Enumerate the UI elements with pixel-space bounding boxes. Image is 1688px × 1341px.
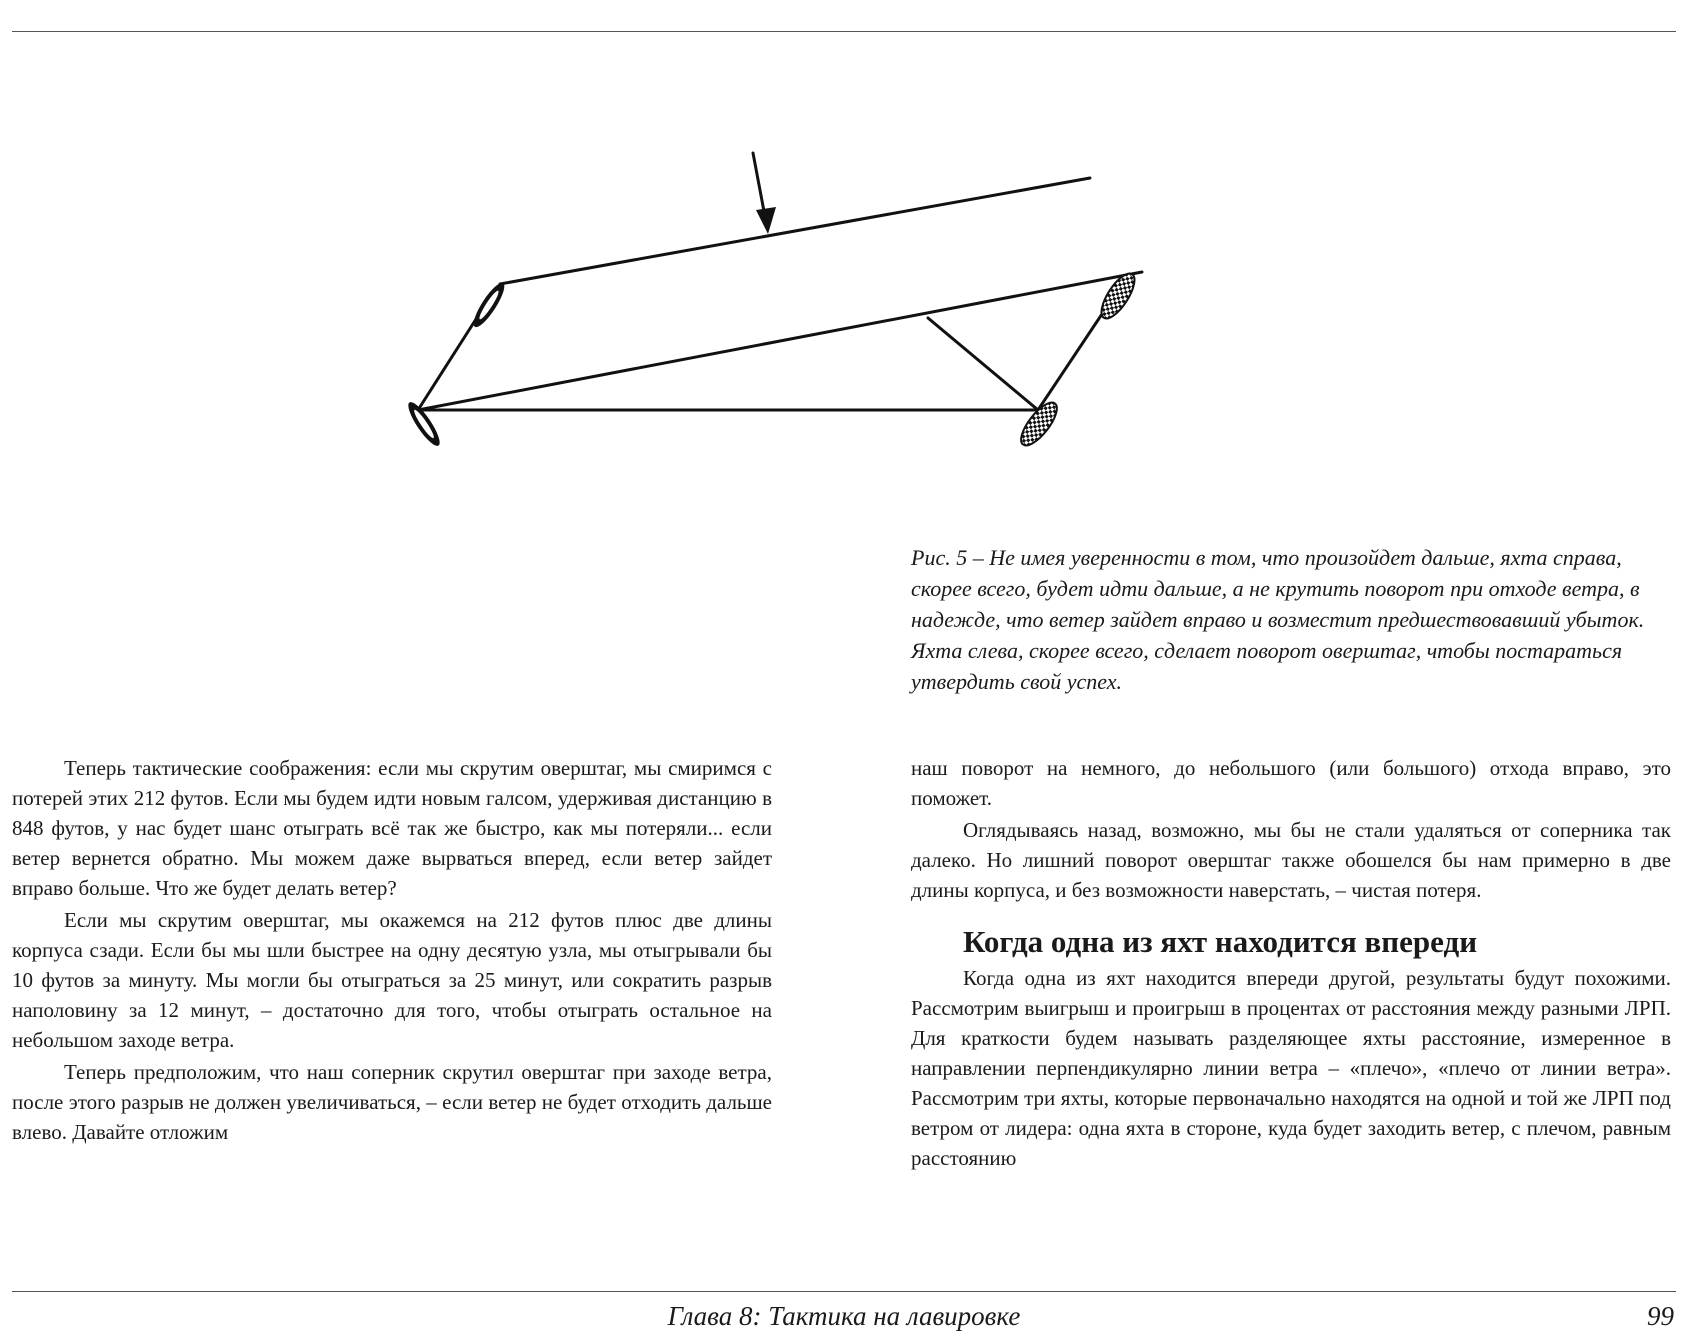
lower-course-line: [418, 272, 1142, 410]
paragraph: Теперь тактические соображения: если мы скрутим оверштаг, мы смиримся с потерей этих 212 футов. Если мы будем идти новым галсом, удерживая дистанцию в 848 футов, у нас будет шанс отыграть всё так же быстро, как мы потеряли... если ветер вернется обратно. Мы можем даже вырваться вперед, если ветер зайдет вправо больше. Что же будет делать ветер?: [12, 756, 772, 900]
paragraph: Оглядываясь назад, возможно, мы бы не стали удаляться от соперника так далеко. Но лишний поворот оверштаг также обошелся бы нам примерно в две длины корпуса, и без возможности наверстать, – чистая потеря.: [911, 818, 1671, 902]
left-text-column: [12, 753, 772, 1147]
upper-course-line: [500, 178, 1090, 284]
boat-upper-left: [469, 279, 509, 330]
paragraph: Если мы скрутим оверштаг, мы окажемся на 212 футов плюс две длины корпуса сзади. Если бы мы шли быстрее на одну десятую узла, мы отыгрывали бы 10 футов за минуту. Мы могли бы отыграться за 25 минут, или сократить разрыв наполовину за 12 минут, – достаточно для того, чтобы отыграть остальное на небольшом заходе ветра.: [12, 908, 772, 1052]
running-footer-title: Глава 8: Тактика на лавировке: [667, 1301, 1021, 1331]
paragraph-continuation: наш поворот на немного, до небольшого (или большого) отхода вправо, это поможет.: [911, 756, 1671, 810]
paragraph: Когда одна из яхт находится впереди другой, результаты будут похожими. Рассмотрим выигрыш и проигрыш в процентах от расстояния между разными ЛРП. Для краткости будем называть разделяющее яхты расстояние, измеренное в направлении перпендикулярно линии ветра – «плечо», «плечо от линии ветра». Рассмотрим три яхты, которые первоначально находятся на одной и той же ЛРП под ветром от лидера: одна яхта в стороне, куда будет заходить ветер, с плечом, равным расстоянию: [911, 966, 1671, 1170]
paragraph: Теперь предположим, что наш соперник скрутил оверштаг при заходе ветра, после этого разрыв не должен увеличиваться, – если ветер не будет отходить дальше влево. Давайте отложим: [12, 1060, 772, 1144]
page-number: 99: [1647, 1301, 1674, 1331]
section-heading: Когда одна из яхт находится впереди: [963, 924, 1478, 959]
right-text-column: [911, 753, 1671, 1173]
wind-arrow-head: [756, 207, 776, 234]
figure-caption: Рис. 5 – Не имея уверенности в том, что произойдет дальше, яхта справа, скорее всего, будет идти дальше, а не крутить поворот при отходе ветра, в надежде, что ветер зайдет вправо и возместит предшествовавший убыток. Яхта слева, скорее всего, сделает поворот оверштаг, чтобы постараться утвердить свой успех.: [911, 545, 1645, 694]
left-tack-line: [418, 316, 478, 410]
bottom-rule: [12, 1291, 1676, 1292]
perpendicular-line: [928, 318, 1038, 410]
sailing-diagram: [0, 0, 1688, 520]
boat-lower-right-checkered: [1015, 397, 1063, 450]
